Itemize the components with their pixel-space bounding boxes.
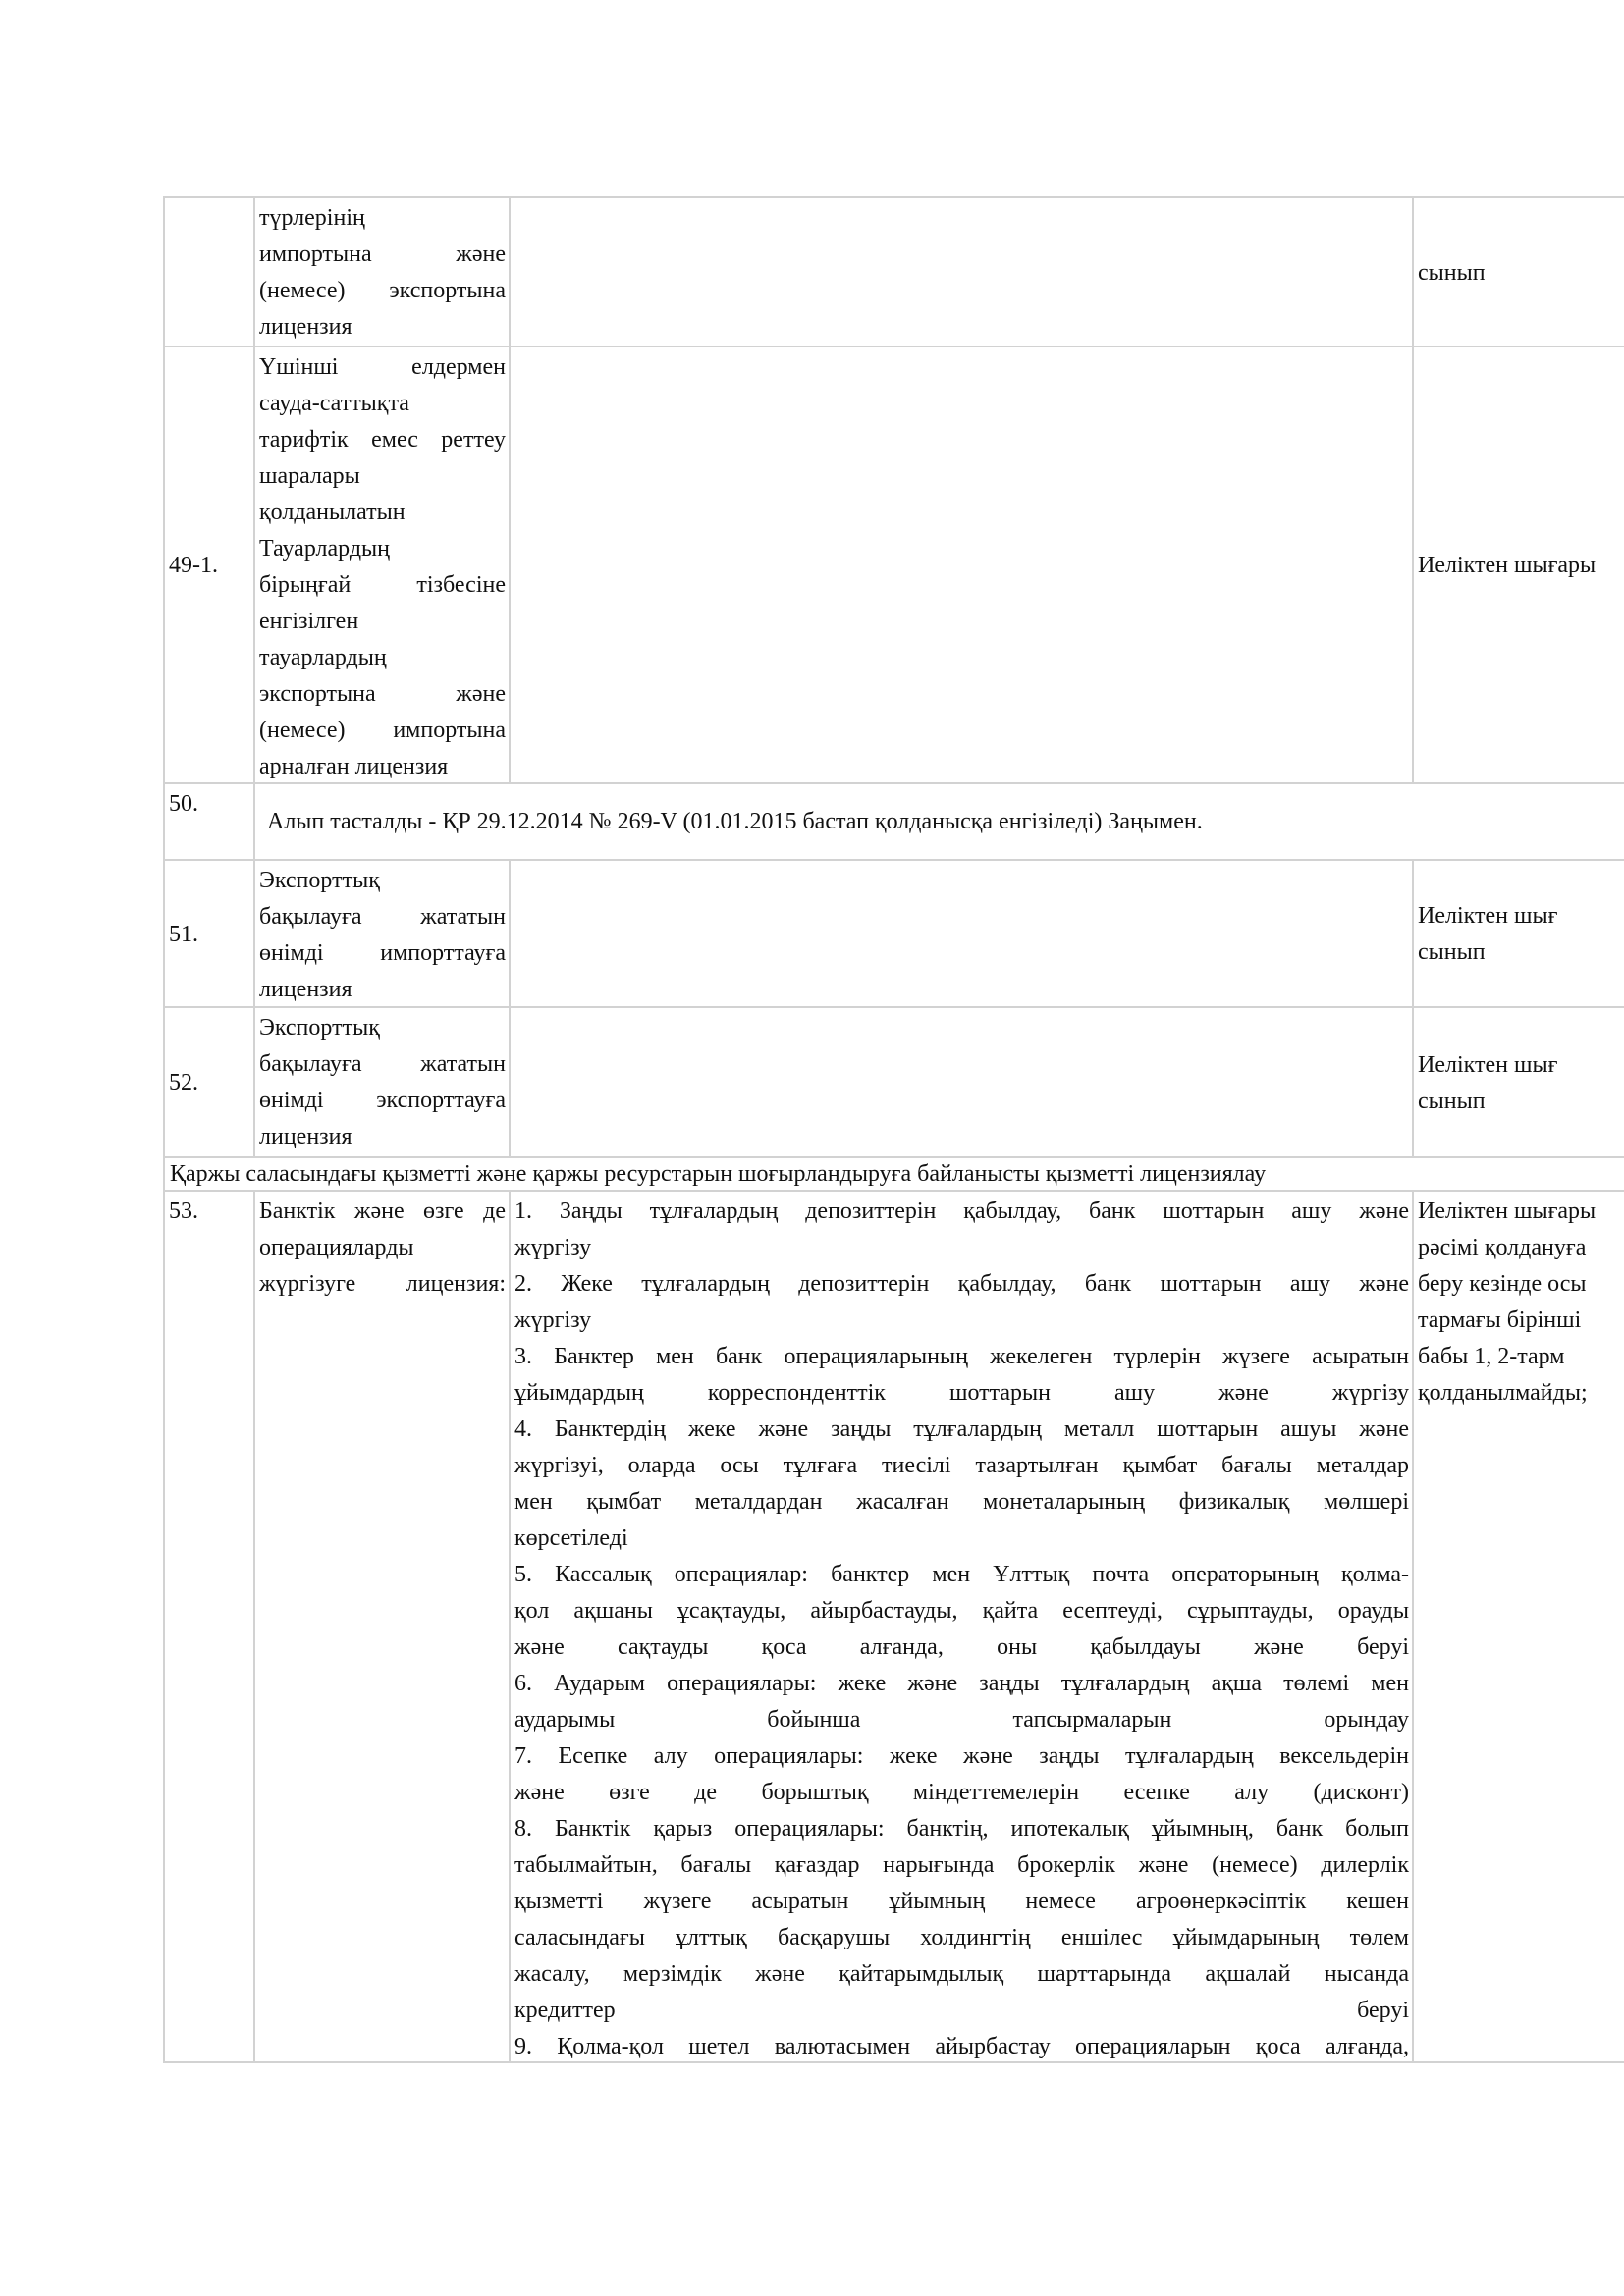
text-line: кредиттер беруі (514, 1998, 1409, 2023)
license-name (253, 1192, 509, 2061)
text-line: және өзге де борыштық міндеттемелерін есепке алу (дисконт) (514, 1780, 1409, 1805)
table-row-52 (163, 1006, 1624, 1156)
text-line: бақылауға жататын (259, 1051, 506, 1077)
table-row-51 (163, 859, 1624, 1006)
license-name (253, 347, 509, 782)
note-line: Иеліктен шығ (1418, 1051, 1558, 1078)
text-line: 2. Жеке тұлғалардың депозиттерін қабылдау, банк шоттарын ашу және (514, 1271, 1409, 1297)
row-number-text: 52. (169, 1070, 198, 1095)
text-line: Экспорттық (259, 868, 380, 893)
text-line: тарифтік емес реттеу (259, 427, 506, 453)
table-row-continued (163, 196, 1624, 346)
merged-cell (253, 784, 1624, 859)
license-name (253, 1008, 509, 1156)
section-heading: Қаржы саласындағы қызметті және қаржы ресурстарын шоғырландыруға байланысты қызметті лицензиялау (163, 1158, 1624, 1190)
license-description (509, 198, 1412, 346)
table-row-53 (163, 1190, 1624, 2061)
text-line: лицензия (259, 977, 352, 1002)
license-description (509, 1192, 1412, 2061)
text-line: лицензия (259, 1124, 352, 1149)
license-name (253, 861, 509, 1006)
text-line: рәсімі қолдануға (1418, 1235, 1587, 1260)
text-line: табылмайтын, бағалы қағаздар нарығында брокерлік және (немесе) дилерлік (514, 1852, 1409, 1878)
text-line: түрлерінің (259, 205, 365, 231)
text-line: 9. Қолма-қол шетел валютасымен айырбастау операцияларын қоса алғанда, (514, 2034, 1409, 2059)
text-line: беру кезінде осы (1418, 1271, 1587, 1297)
text-line: тауарлардың (259, 645, 387, 670)
text-line: 5. Кассалық операциялар: банктер мен Ұлттық почта операторының қолма- (514, 1562, 1409, 1587)
text-line: бақылауға жататын (259, 904, 506, 930)
row-number-text: 51. (169, 921, 198, 947)
text-line: мен қымбат металдардан жасалған монеталарының физикалық мөлшері (514, 1489, 1409, 1515)
text-line: және сақтауды қоса алғанда, оны қабылдауы және беруі (514, 1634, 1409, 1660)
license-description (509, 1008, 1412, 1156)
row-number-text: 49-1. (169, 553, 218, 578)
text-line: өнімді импорттауға (259, 940, 506, 966)
table-bottom-border (163, 2061, 1624, 2063)
text-line: бірыңғай тізбесіне (259, 572, 506, 598)
text-line: ұйымдардың корреспонденттік шоттарын ашу және жүргізу (514, 1380, 1409, 1406)
text-line: экспортына және (259, 681, 506, 707)
text-line: 1. Заңды тұлғалардың депозиттерін қабылдау, банк шоттарын ашу және (514, 1199, 1409, 1224)
text-line: 4. Банктердің жеке және заңды тұлғалардың металл шоттарын ашуы және (514, 1416, 1409, 1442)
text-line: арналған лицензия (259, 754, 449, 779)
text-line: 8. Банктік қарыз операциялары: банктің, ипотекалық ұйымның, банк болып (514, 1816, 1409, 1842)
license-description (509, 861, 1412, 1006)
note-line: сынып (1418, 1088, 1486, 1114)
license-note (1412, 1192, 1624, 2061)
text-line: жүргізуге лицензия: (259, 1271, 506, 1297)
text-line: Банктік және өзге де (259, 1199, 506, 1224)
text-line: жүргізу (514, 1235, 592, 1260)
license-note (1412, 198, 1624, 346)
text-line: сауда-саттықта (259, 391, 409, 416)
text-line: шаралары (259, 463, 360, 489)
row-number (163, 1008, 253, 1156)
text-line: аударымы бойынша тапсырмаларын орындау (514, 1707, 1409, 1733)
text-line: жүргізу (514, 1308, 592, 1333)
text-line: (немесе) экспортына (259, 278, 506, 303)
text-line: Тауарлардың (259, 536, 391, 561)
text-line: 3. Банктер мен банк операцияларының жекелеген түрлерін жүзеге асыратын (514, 1344, 1409, 1369)
license-note (1412, 1008, 1624, 1156)
text-line: жасалу, мерзімдік және қайтарымдылық шарттарында ақшалай нысанда (514, 1961, 1409, 1987)
text-line: операцияларды (259, 1235, 414, 1260)
text-line: лицензия (259, 314, 352, 340)
row-number: 53. (163, 1192, 253, 2061)
text-line: Үшінші елдермен (259, 354, 506, 380)
text-line: Иеліктен шығары (1418, 1199, 1597, 1224)
license-description (509, 347, 1412, 782)
text-line: қолданылмайды; (1418, 1380, 1588, 1406)
text-line: тармағы бірінші (1418, 1308, 1582, 1333)
row-number (163, 198, 253, 346)
text-line: көрсетіледі (514, 1525, 628, 1551)
text-line: саласындағы ұлттық басқарушы холдингтің еншілес ұйымдарының төлем (514, 1925, 1409, 1950)
text-line: (немесе) импортына (259, 718, 506, 743)
section-heading-row (163, 1156, 1624, 1190)
row-number: 50. (163, 784, 253, 859)
text-line: жүргізуі, оларда осы тұлғаға тиесілі тазартылған қымбат бағалы металдар (514, 1453, 1409, 1478)
table-row-50 (163, 782, 1624, 859)
note-line: Иеліктен шығары (1418, 553, 1597, 578)
table-row-49-1 (163, 346, 1624, 782)
text-line: импортына және (259, 241, 506, 267)
license-note (1412, 861, 1624, 1006)
text-line: 7. Есепке алу операциялары: жеке және заңды тұлғалардың вексельдерін (514, 1743, 1409, 1769)
license-name (253, 198, 509, 346)
note-line: сынып (1418, 259, 1486, 286)
text-line: қол ақшаны ұсақтауды, айырбастауды, қайта есептеуді, сұрыптауды, орауды (514, 1598, 1409, 1624)
text-line: өнімді экспорттауға (259, 1088, 506, 1113)
text-line: 6. Аударым операциялары: жеке және заңды тұлғалардың ақша төлемі мен (514, 1671, 1409, 1696)
text-line: бабы 1, 2-тарм (1418, 1344, 1565, 1369)
license-note (1412, 347, 1624, 782)
note-line: сынып (1418, 939, 1486, 965)
removed-notice: Алып тасталды - ҚР 29.12.2014 № 269-V (01.01.2015 бастап қолданысқа енгізіледі) Заңымен. (267, 809, 1203, 834)
text-line: Экспорттық (259, 1015, 380, 1041)
row-number (163, 861, 253, 1006)
text-line: қолданылатын (259, 500, 406, 525)
text-line: енгізілген (259, 609, 359, 634)
text-line: қызметті жүзеге асыратын ұйымның немесе агроөнеркәсіптік кешен (514, 1889, 1409, 1914)
row-number (163, 347, 253, 782)
note-line: Иеліктен шығ (1418, 903, 1558, 929)
